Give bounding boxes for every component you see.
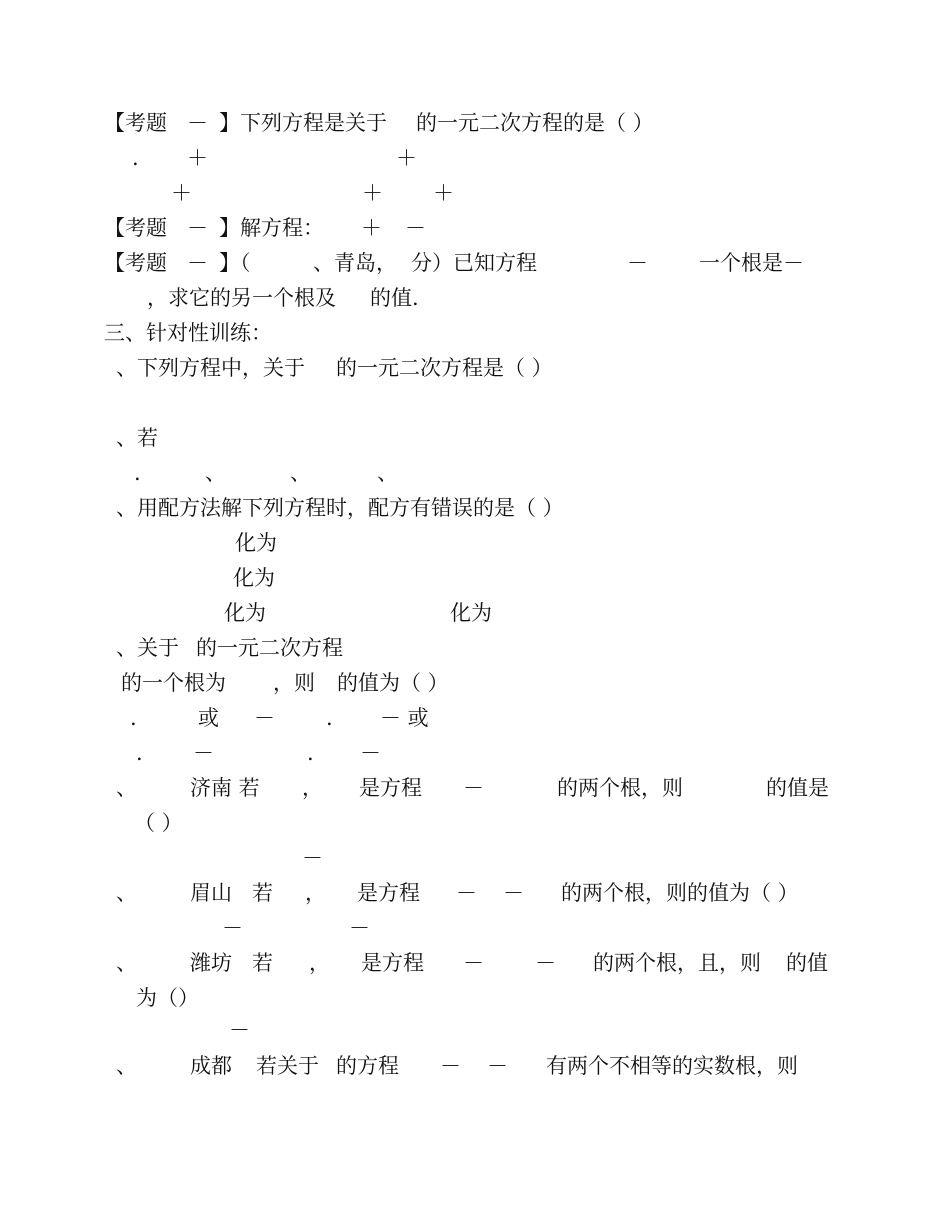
text-segment: 的值. bbox=[370, 286, 419, 310]
text-segment: 分）已知方程 bbox=[411, 251, 537, 275]
text-segment: 若 bbox=[252, 951, 273, 975]
text-segment: （ ） bbox=[134, 811, 183, 835]
text-segment: ， bbox=[309, 951, 330, 975]
text-segment: 的值是 bbox=[766, 776, 829, 800]
text-segment: 是方程 bbox=[357, 881, 420, 905]
text-segment: 、 bbox=[116, 776, 137, 800]
text-segment: 一个根是－ bbox=[699, 251, 804, 275]
text-segment: ， bbox=[302, 776, 323, 800]
text-segment: 【考题 bbox=[104, 251, 167, 275]
text-segment: － bbox=[503, 881, 524, 905]
text-segment: － bbox=[193, 741, 214, 765]
text-segment: 、用配方法解下列方程时，配方有错误的是（ ） bbox=[116, 496, 564, 520]
text-segment: － bbox=[360, 741, 381, 765]
text-segment: 眉山 bbox=[190, 881, 232, 905]
text-segment: 】下列方程是关于 bbox=[219, 111, 387, 135]
text-segment: － bbox=[187, 111, 208, 135]
text-segment: . bbox=[136, 741, 143, 765]
text-segment: . bbox=[307, 741, 314, 765]
text-segment: 成都 bbox=[190, 1054, 232, 1078]
text-segment: . bbox=[130, 706, 137, 730]
text-segment: 的两个根，则的值为（ ） bbox=[561, 881, 799, 905]
text-segment: . bbox=[132, 146, 139, 170]
text-segment: － bbox=[463, 951, 484, 975]
text-segment: － bbox=[187, 216, 208, 240]
text-segment: 【考题 bbox=[104, 111, 167, 135]
text-segment: ＋ bbox=[396, 146, 417, 170]
text-segment: 化为 bbox=[224, 601, 266, 625]
text-segment: 的值为（ ） bbox=[337, 671, 449, 695]
text-segment: － bbox=[487, 1054, 508, 1078]
text-segment: ＋ bbox=[362, 181, 383, 205]
text-segment: 、青岛， bbox=[313, 251, 397, 275]
text-segment: 化为 bbox=[233, 566, 275, 590]
text-segment: 、若 bbox=[116, 426, 158, 450]
text-segment: － bbox=[349, 916, 370, 940]
text-segment: 为（） bbox=[136, 986, 199, 1010]
text-segment: － bbox=[627, 251, 648, 275]
text-segment: 、 bbox=[377, 461, 398, 485]
text-segment: ，求它的另一个根及 bbox=[147, 286, 336, 310]
text-segment: 的值 bbox=[786, 951, 828, 975]
text-segment: 【考题 bbox=[104, 216, 167, 240]
text-segment: 有两个不相等的实数根，则 bbox=[546, 1054, 798, 1078]
text-segment: － bbox=[222, 916, 243, 940]
text-segment: 化为 bbox=[235, 531, 277, 555]
text-segment: 的一元二次方程的是（ ） bbox=[416, 111, 654, 135]
text-segment: － bbox=[405, 216, 426, 240]
text-segment: － bbox=[535, 951, 556, 975]
text-segment: 、 bbox=[116, 951, 137, 975]
text-segment: 】解方程： bbox=[219, 216, 324, 240]
text-segment: ，则 bbox=[273, 671, 315, 695]
text-segment: － bbox=[456, 881, 477, 905]
text-segment: 是方程 bbox=[361, 951, 424, 975]
text-segment: － bbox=[302, 846, 323, 870]
text-segment: 济南 若 bbox=[190, 776, 260, 800]
text-segment: － bbox=[254, 706, 275, 730]
text-segment: 的一个根为 bbox=[121, 671, 226, 695]
text-segment: － bbox=[229, 1018, 250, 1042]
text-segment: 化为 bbox=[450, 601, 492, 625]
text-segment: 的一元二次方程 bbox=[196, 636, 343, 660]
text-segment: 、下列方程中，关于 bbox=[116, 356, 305, 380]
text-segment: ， bbox=[305, 881, 326, 905]
text-segment: 、 bbox=[290, 461, 311, 485]
text-segment: . bbox=[134, 461, 141, 485]
text-segment: ＋ bbox=[171, 181, 192, 205]
text-segment: 的两个根，则 bbox=[557, 776, 683, 800]
text-segment: 若关于 bbox=[256, 1054, 319, 1078]
text-segment: 、 bbox=[205, 461, 226, 485]
text-segment: 】（ bbox=[219, 251, 251, 275]
text-segment: ＋ bbox=[433, 181, 454, 205]
text-segment: 的两个根，且，则 bbox=[593, 951, 761, 975]
text-segment: － bbox=[187, 251, 208, 275]
text-segment: 潍坊 bbox=[190, 951, 232, 975]
text-segment: － bbox=[463, 776, 484, 800]
text-segment: ＋ bbox=[187, 146, 208, 170]
text-segment: . bbox=[326, 706, 333, 730]
text-segment: 若 bbox=[252, 881, 273, 905]
text-segment: ＋ bbox=[361, 216, 382, 240]
text-segment: － 或 bbox=[380, 706, 429, 730]
text-segment: 或 bbox=[198, 706, 219, 730]
text-segment: 、 bbox=[116, 881, 137, 905]
text-segment: 、关于 bbox=[116, 636, 179, 660]
text-segment: 的一元二次方程是（ ） bbox=[336, 356, 553, 380]
text-segment: 、 bbox=[116, 1054, 137, 1078]
section-heading: 三、针对性训练： bbox=[104, 321, 272, 345]
text-segment: 是方程 bbox=[359, 776, 422, 800]
text-segment: 的方程 bbox=[336, 1054, 399, 1078]
text-segment: － bbox=[440, 1054, 461, 1078]
